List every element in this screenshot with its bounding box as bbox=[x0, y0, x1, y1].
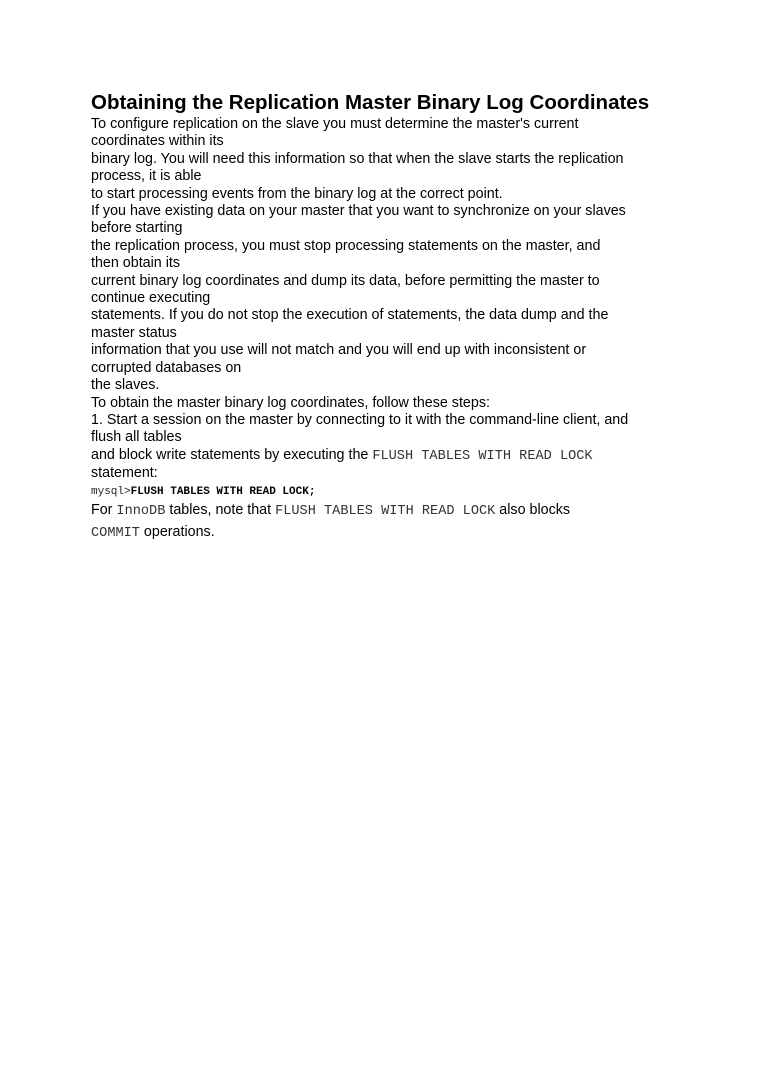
inline-code-flush-tables: FLUSH TABLES WITH READ LOCK bbox=[372, 448, 593, 464]
paragraph-line: to start processing events from the binary log at the correct point. bbox=[91, 185, 503, 202]
paragraph-line: continue executing bbox=[91, 290, 211, 307]
page-title: Obtaining the Replication Master Binary Log Coordinates bbox=[91, 91, 650, 114]
paragraph-line: corrupted databases on bbox=[91, 359, 242, 376]
inline-code-flush-tables: FLUSH TABLES WITH READ LOCK bbox=[275, 503, 496, 519]
note-text: For bbox=[91, 501, 117, 518]
note-line bbox=[91, 522, 681, 544]
paragraph-line: If you have existing data on your master that you want to synchronize on your slaves bbox=[91, 203, 626, 220]
paragraph-line: information that you use will not match and you will end up with inconsistent or bbox=[91, 342, 587, 359]
paragraph-line: then obtain its bbox=[91, 255, 181, 272]
paragraph-line: the replication process, you must stop processing statements on the master, and bbox=[91, 237, 601, 254]
note-line bbox=[91, 500, 681, 522]
paragraph-line: 1. Start a session on the master by connecting to it with the command-line client, and bbox=[91, 411, 629, 428]
paragraph-line: process, it is able bbox=[91, 168, 202, 185]
document-page bbox=[91, 90, 681, 544]
paragraph-line: To configure replication on the slave you must determine the master's current bbox=[91, 116, 579, 132]
paragraph-line: statements. If you do not stop the execution of statements, the data dump and the bbox=[91, 307, 609, 324]
paragraph-line: flush all tables bbox=[91, 429, 182, 446]
paragraph-line: before starting bbox=[91, 220, 183, 237]
sql-command: FLUSH TABLES WITH READ LOCK; bbox=[130, 485, 316, 498]
code-block bbox=[91, 485, 681, 499]
paragraph-line: statement: bbox=[91, 465, 158, 482]
inline-code-innodb: InnoDB bbox=[116, 503, 166, 519]
paragraph-line: To obtain the master binary log coordinates, follow these steps: bbox=[91, 394, 490, 411]
mysql-prompt: mysql> bbox=[91, 485, 131, 498]
paragraph-line: master status bbox=[91, 324, 177, 341]
step1-command-line bbox=[91, 447, 681, 465]
note-text: also blocks bbox=[495, 501, 571, 518]
paragraph-line: the slaves. bbox=[91, 377, 160, 394]
paragraph-line: coordinates within its bbox=[91, 133, 224, 150]
inline-code-commit: COMMIT bbox=[91, 525, 140, 541]
paragraph-line: binary log. You will need this information so that when the slave starts the replication bbox=[91, 150, 624, 167]
step1-text: and block write statements by executing the bbox=[91, 446, 373, 463]
paragraph-line: current binary log coordinates and dump its data, before permitting the master to bbox=[91, 272, 600, 289]
note-text: operations. bbox=[139, 523, 215, 540]
note-text: tables, note that bbox=[165, 501, 276, 518]
